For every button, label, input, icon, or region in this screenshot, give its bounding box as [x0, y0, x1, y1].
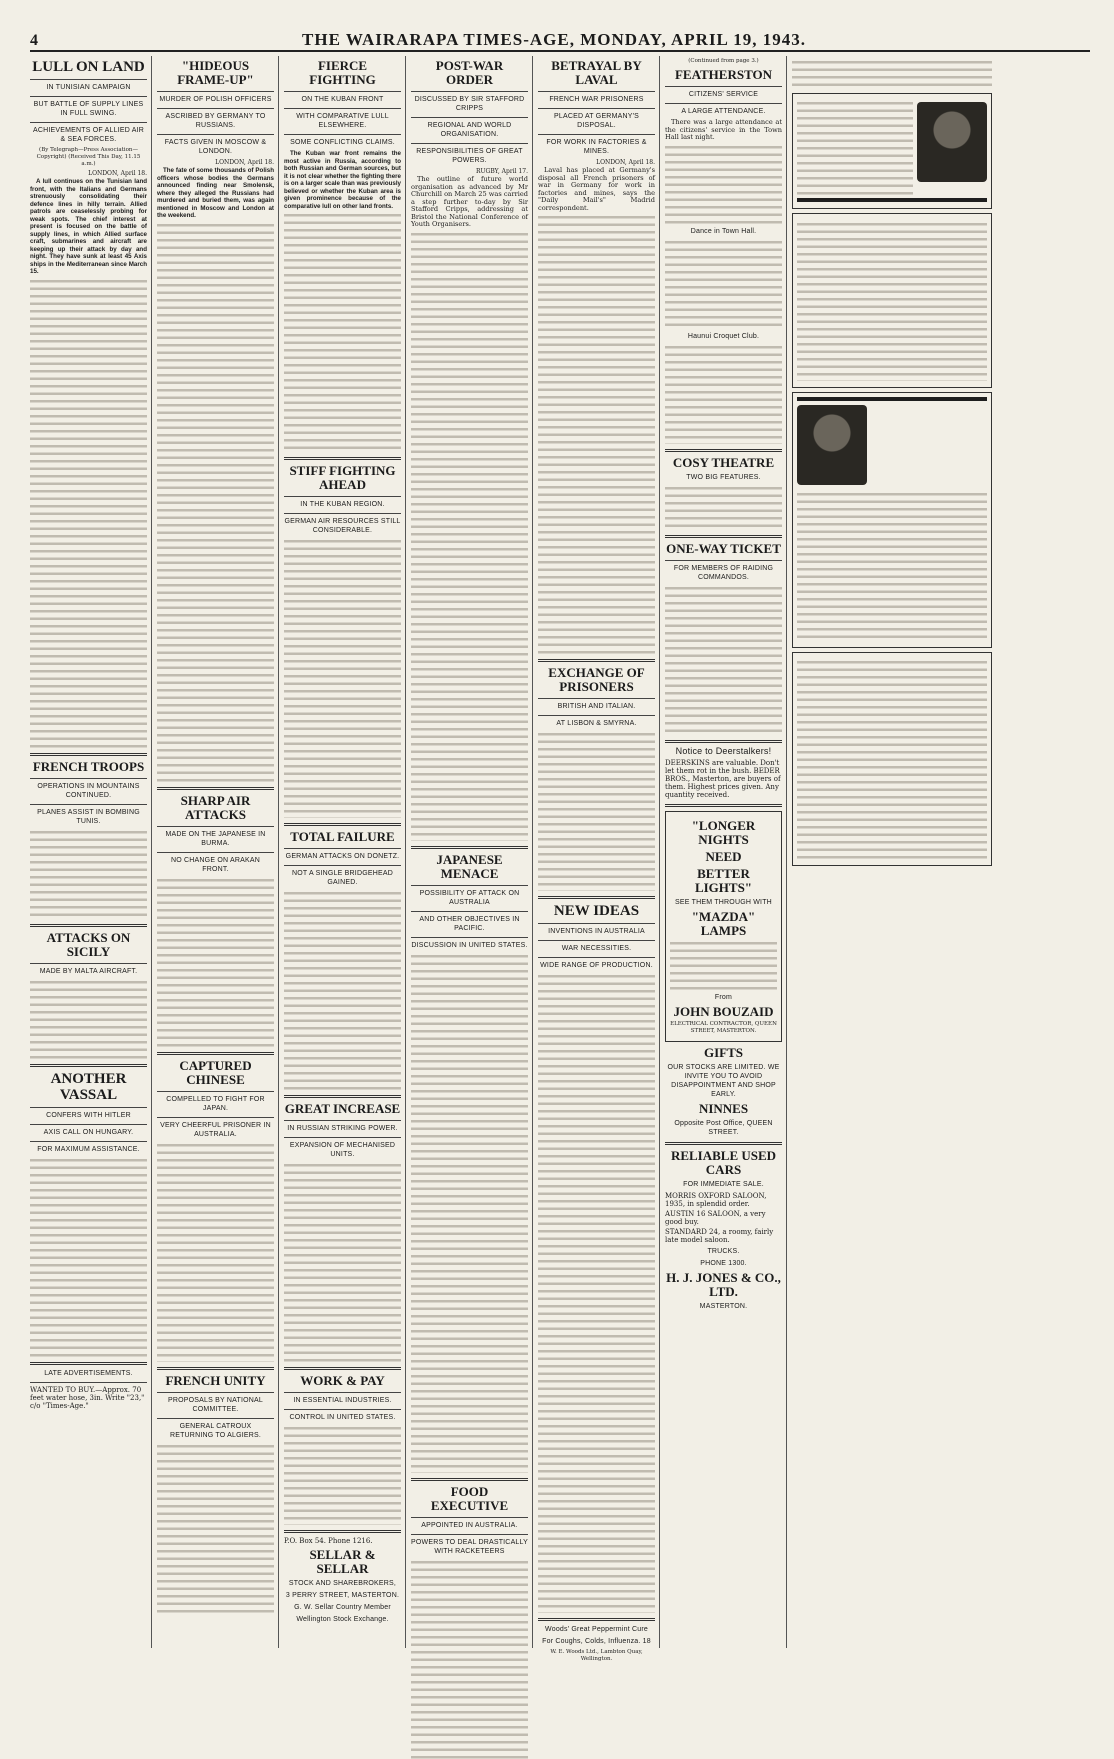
subhead: WAR NECESSITIES.	[561, 945, 632, 952]
subhead: DISCUSSION IN UNITED STATES.	[411, 941, 528, 949]
ad-gifts: GIFTS	[703, 1044, 743, 1060]
article-text	[30, 979, 147, 1059]
ad-body	[792, 59, 992, 89]
ad-text: FOR IMMEDIATE SALE.	[683, 1180, 764, 1188]
subhead: ON THE KUBAN FRONT	[301, 96, 384, 103]
subhead: IN ESSENTIAL INDUSTRIES.	[293, 1397, 392, 1404]
ad-text: "LONGER NIGHTS	[691, 817, 756, 847]
headline-total-failure: TOTAL FAILURE	[290, 829, 395, 844]
subhead: INVENTIONS IN AUSTRALIA	[548, 928, 645, 935]
ad-body	[797, 659, 987, 859]
article-text	[157, 1443, 274, 1613]
subhead: WIDE RANGE OF PRODUCTION.	[540, 962, 653, 969]
headline-cosy-theatre: COSY THEATRE	[672, 454, 775, 470]
subhead: AND OTHER OBJECTIVES IN PACIFIC.	[419, 915, 520, 932]
headline-betrayal-by-laval: BETRAYAL BY LAVAL	[551, 58, 642, 87]
article-text	[30, 1157, 147, 1357]
article-text	[665, 585, 782, 735]
article-text	[284, 890, 401, 1090]
subhead: PLANES ASSIST IN BOMBING TUNIS.	[37, 808, 140, 825]
ad-line: STOCK AND SHAREBROKERS,	[288, 1580, 397, 1587]
dateline: LONDON, April 18.	[596, 159, 655, 166]
subhead: MADE BY MALTA AIRCRAFT.	[39, 967, 138, 975]
headline-french-troops: FRENCH TROOPS	[32, 758, 145, 774]
ad-used-cars: RELIABLE USED CARS	[670, 1147, 777, 1177]
subhead: APPOINTED IN AUSTRALIA.	[421, 1521, 518, 1529]
subhead: GERMAN ATTACKS ON DONETZ.	[285, 853, 400, 860]
ad-text: NEED	[705, 848, 742, 864]
notice-deerstalkers: Notice to Deerstalkers!	[675, 745, 772, 756]
article-text	[411, 1559, 528, 1759]
headline-fierce-fighting: FIERCE FIGHTING	[309, 58, 376, 87]
ad-body	[670, 940, 777, 990]
headline-sharp-air-attacks: SHARP AIR ATTACKS	[180, 792, 251, 822]
page-number: 4	[30, 32, 38, 49]
subhead: GENERAL CATROUX RETURNING TO ALGIERS.	[169, 1422, 262, 1439]
subhead: FACTS GIVEN IN MOSCOW & LONDON.	[164, 139, 267, 155]
article-lead: The fate of some thousands of Polish officers whose bodies the Germans announced finding near Smolensk, where they alleged the Russians had murdered and buried them, was again mentioned in Moscow and London at the weekend.	[157, 167, 274, 219]
column-ads	[792, 56, 996, 1648]
column-5	[538, 56, 660, 1662]
subhead: OPERATIONS IN MOUNTAINS CONTINUED.	[37, 782, 140, 799]
subhead: REGIONAL AND WORLD ORGANISATION.	[427, 122, 512, 138]
ad-woods-peppermint: Woods' Great Peppermint Cure	[545, 1626, 648, 1633]
subhead: MADE ON THE JAPANESE IN BURMA.	[165, 830, 266, 847]
headline-great-increase: GREAT INCREASE	[284, 1101, 401, 1116]
ad-text: SEE THEM THROUGH WITH	[675, 898, 772, 906]
masthead	[30, 24, 1090, 52]
ad-body	[797, 100, 913, 196]
article-text	[665, 344, 782, 444]
subhead: RESPONSIBILITIES OF GREAT POWERS.	[416, 148, 523, 164]
article-text	[30, 278, 147, 748]
ad-text: BETTER LIGHTS"	[694, 865, 753, 895]
article-text	[411, 953, 528, 1473]
headline-french-unity: FRENCH UNITY	[165, 1372, 266, 1388]
portrait-illustration	[917, 102, 987, 182]
headline-captured-chinese: CAPTURED CHINESE	[179, 1057, 252, 1087]
article-text	[411, 231, 528, 841]
ad-text: JOHN BOUZAID	[673, 1003, 774, 1019]
column-3	[284, 56, 406, 1648]
ad-text: STANDARD 24, a roomy, fairly late model saloon.	[665, 1227, 774, 1244]
subhead: POSSIBILITY OF ATTACK ON AUSTRALIA	[419, 889, 520, 906]
subhead: CONTROL IN UNITED STATES.	[289, 1414, 396, 1421]
ad-brylcreem	[792, 93, 992, 209]
ad-backache	[792, 392, 992, 648]
brylcreem-logo	[797, 198, 987, 202]
ad-text: Opposite Post Office, QUEEN STREET.	[674, 1119, 773, 1136]
subhead: MURDER OF POLISH OFFICERS	[159, 96, 272, 103]
ad-body	[797, 491, 987, 641]
column-6	[665, 56, 787, 1648]
columns	[30, 56, 1090, 1662]
classified-ad: WANTED TO BUY.—Approx. 70 feet water hose, 3in. Write "23," c/o "Times-Age."	[30, 1385, 145, 1410]
ad-sellar-and-sellar: SELLAR & SELLAR	[309, 1547, 376, 1576]
subhead: A LARGE ATTENDANCE.	[681, 108, 766, 115]
subhead: ASCRIBED BY GERMANY TO RUSSIANS.	[165, 113, 266, 129]
subhead: CITIZENS' SERVICE	[688, 91, 759, 98]
subhead: CONFERS WITH HITLER	[46, 1111, 131, 1119]
subhead: FOR WORK IN FACTORIES & MINES.	[546, 139, 647, 155]
subhead: GERMAN AIR RESOURCES STILL CONSIDERABLE.	[284, 518, 401, 534]
dateline: LONDON, April 18.	[215, 159, 274, 166]
subhead: IN TUNISIAN CAMPAIGN	[46, 84, 131, 91]
article-text	[157, 1142, 274, 1362]
wire-credit: (By Telegraph—Press Association—Copyright) (Received This Day, 11.15 a.m.)	[36, 147, 141, 167]
article-lead: The outline of future world organisation as advanced by Mr Churchill on March 25 was carried a step further to-day by Sir Stafford Cripps, addressing at Bristol the National Conference of Youth Organisers.	[411, 175, 528, 228]
subhead: DISCUSSED BY SIR STAFFORD CRIPPS	[414, 96, 525, 112]
ad-text: PHONE 1300.	[700, 1259, 747, 1267]
masthead-title: THE WAIRARAPA TIMES-AGE, MONDAY, APRIL 19, 1943.	[302, 30, 806, 49]
article-text	[284, 1162, 401, 1362]
subhead: SOME CONFLICTING CLAIMS.	[290, 139, 395, 146]
ad-line: Wellington Stock Exchange.	[296, 1616, 389, 1623]
subhead: POWERS TO DEAL DRASTICALLY WITH RACKETEERS	[411, 1538, 528, 1555]
subhead: AXIS CALL ON HUNGARY.	[43, 1128, 134, 1136]
article-text	[665, 239, 782, 329]
subhead: PLACED AT GERMANY'S DISPOSAL.	[553, 113, 639, 129]
continued-note: (Continued from page 3.)	[688, 58, 759, 64]
ad-text: MASTERTON.	[699, 1302, 748, 1310]
subhead: FRENCH WAR PRISONERS	[549, 96, 644, 103]
dateline: RUGBY, April 17.	[475, 168, 528, 175]
headline-hideous-frame-up: "HIDEOUS FRAME-UP"	[177, 58, 254, 87]
subhead: ACHIEVEMENTS OF ALLIED AIR & SEA FORCES.	[32, 127, 144, 143]
headline-stiff-fighting-ahead: STIFF FIGHTING AHEAD	[289, 463, 396, 492]
subhead: FOR MAXIMUM ASSISTANCE.	[37, 1145, 140, 1153]
dateline: LONDON, April 18.	[88, 170, 147, 177]
portrait-illustration	[797, 405, 867, 485]
subhead: COMPELLED TO FIGHT FOR JAPAN.	[166, 1095, 265, 1112]
late-advertisements-heading: LATE ADVERTISEMENTS.	[44, 1369, 133, 1377]
subhead: TWO BIG FEATURES.	[686, 473, 761, 481]
headline-another-vassal: ANOTHER VASSAL	[50, 1070, 127, 1103]
article-lead: A lull continues on the Tunisian land front, with the Italians and Germans strenuously consolidating their defence lines in hilly terrain. Allied patrols are ceaselessly probing for weak spots. The chief interest at present is focused on the battle of supply lines, in which Allied surface craft, submarines and aircraft are keeping up their attack by day and night. They have sunk at least 45 Axis ships in the Mediterranean since March 15.	[30, 178, 147, 275]
ad-text: MORRIS OXFORD SALOON, 1935, in splendid order.	[665, 1191, 767, 1208]
headline-work-and-pay: WORK & PAY	[300, 1373, 385, 1388]
article-text	[665, 144, 782, 224]
column-4	[411, 56, 533, 1648]
article-text	[284, 538, 401, 818]
headline-new-ideas: NEW IDEAS	[553, 903, 640, 919]
headline-post-war-order: POST-WAR ORDER	[435, 58, 504, 87]
ad-important-notice	[792, 213, 992, 388]
headline-featherston: FEATHERSTON	[674, 67, 773, 82]
headline-lull-on-land: LULL ON LAND	[32, 59, 145, 75]
ad-body	[797, 221, 987, 381]
subhead: NOT A SINGLE BRIDGEHEAD GAINED.	[292, 870, 393, 886]
subhead: NO CHANGE ON ARAKAN FRONT.	[171, 856, 260, 873]
subhead: IN RUSSIAN STRIKING POWER.	[287, 1125, 398, 1132]
ad-line: For Coughs, Colds, Influenza. 18	[542, 1638, 651, 1645]
headline-attacks-on-sicily: ATTACKS ON SICILY	[46, 929, 131, 959]
headline-exchange-of-prisoners: EXCHANGE OF PRISONERS	[548, 665, 645, 694]
subhead: Dance in Town Hall.	[690, 227, 757, 235]
ad-text: "MAZDA" LAMPS	[691, 908, 756, 938]
article-text	[157, 222, 274, 782]
subhead: EXPANSION OF MECHANISED UNITS.	[289, 1142, 396, 1158]
ad-colmans-mustard	[792, 652, 992, 866]
ad-text: TRUCKS.	[707, 1247, 740, 1255]
ad-text: ELECTRICAL CONTRACTOR, QUEEN STREET, MASTERTON.	[670, 1020, 777, 1034]
ad-contact: P.O. Box 54. Phone 1216.	[284, 1537, 373, 1545]
article-text	[157, 877, 274, 1047]
subhead: BRITISH AND ITALIAN.	[557, 703, 636, 710]
article-text	[284, 212, 401, 452]
subhead: VERY CHEERFUL PRISONER IN AUSTRALIA.	[160, 1121, 271, 1138]
column-2	[157, 56, 279, 1648]
ad-line: G. W. Sellar Country Member	[294, 1604, 391, 1611]
article-lead: The Kuban war front remains the most active in Russia, according to both Russian and German sources, but it is not clear whether the fighting there is on a larger scale than was previously believed or whether the Kuban area is given prominence because of the comparative lull on other land fronts.	[284, 150, 401, 210]
headline-one-way-ticket: ONE-WAY TICKET	[666, 540, 781, 556]
article-text	[538, 731, 655, 891]
article-text	[538, 214, 655, 654]
ad-mazda-lamps	[665, 811, 782, 1042]
ad-line: W. E. Woods Ltd., Lambton Quay, Wellington.	[550, 1649, 643, 1662]
ad-hj-jones: H. J. JONES & CO., LTD.	[666, 1269, 781, 1299]
subhead: Haunui Croquet Club.	[687, 332, 760, 340]
subhead: PROPOSALS BY NATIONAL COMMITTEE.	[168, 1396, 263, 1413]
article-lead: Laval has placed at Germany's disposal all French prisoners of war in Germany for work in factories and mines, says the "Daily Mail's" Madrid correspondent.	[538, 166, 655, 212]
article-text	[284, 1425, 401, 1525]
headline-japanese-menace: JAPANESE MENACE	[436, 851, 503, 881]
article-text	[30, 829, 147, 919]
column-1	[30, 56, 152, 1648]
ad-ninnes: NINNES	[698, 1100, 749, 1116]
ad-text: OUR STOCKS ARE LIMITED. WE INVITE YOU TO AVOID DISAPPOINTMENT AND SHOP EARLY.	[667, 1063, 780, 1098]
article-text	[665, 485, 782, 530]
ad-line: 3 PERRY STREET, MASTERTON.	[285, 1592, 400, 1599]
subhead: WITH COMPARATIVE LULL ELSEWHERE.	[296, 113, 389, 129]
subhead: BUT BATTLE OF SUPPLY LINES IN FULL SWING.	[33, 101, 144, 117]
ad-text: From	[714, 993, 733, 1001]
subhead: FOR MEMBERS OF RAIDING COMMANDOS.	[673, 564, 774, 581]
ad-deerskins: DEERSKINS are valuable. Don't let them rot in the bush. BEDER BROS., Masterton, are buyers of them. Highest prices given. Any quantity received.	[665, 758, 781, 799]
article-lead: There was a large attendance at the citizens' service in the Town Hall last night.	[665, 118, 782, 141]
headline-food-executive: FOOD EXECUTIVE	[430, 1483, 509, 1513]
subhead: IN THE KUBAN REGION.	[300, 501, 385, 508]
ad-text: AUSTIN 16 SALOON, a very good buy.	[665, 1209, 766, 1226]
article-text	[538, 973, 655, 1613]
subhead: AT LISBON & SMYRNA.	[556, 720, 637, 727]
